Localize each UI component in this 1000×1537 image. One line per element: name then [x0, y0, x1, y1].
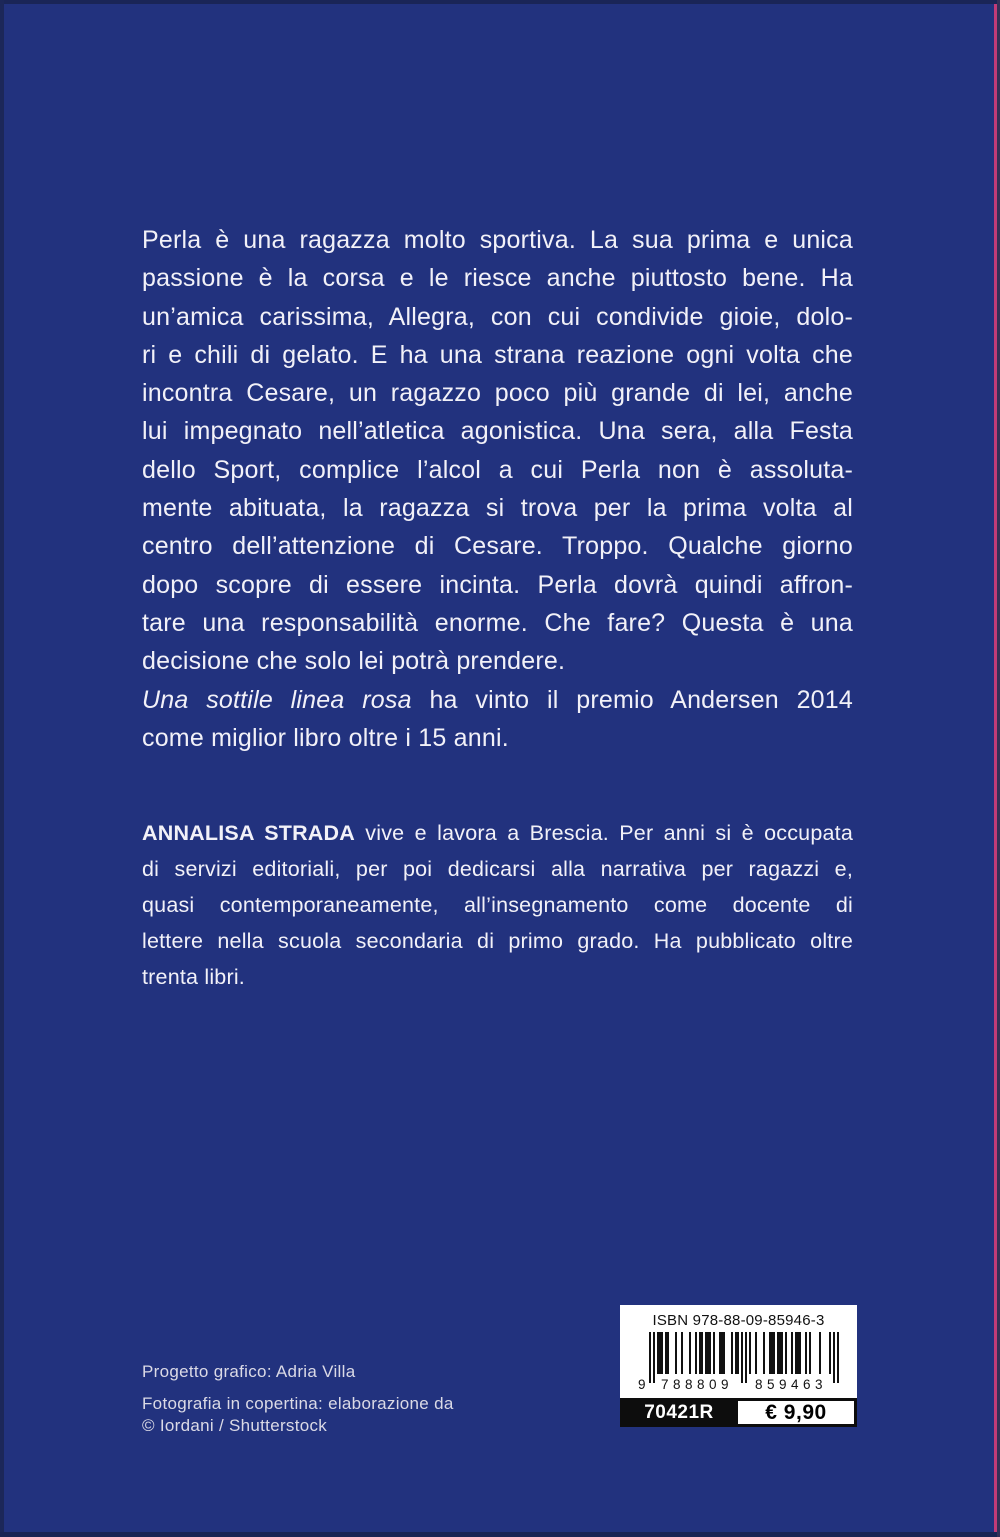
- ean-digits-right: 859463: [754, 1377, 827, 1391]
- synopsis-line: dello Sport, complice l’alcol a cui Perla non è assoluta-: [142, 455, 853, 484]
- ean-digits-left: 788809: [660, 1377, 733, 1391]
- synopsis-line: Perla è una ragazza molto sportiva. La sua prima e unica: [142, 226, 853, 254]
- ean-barcode-wrap: [620, 1332, 857, 1391]
- synopsis-line: lui impegnato nell’atletica agonistica. Una sera, alla Festa: [142, 417, 853, 446]
- bio-line: di servizi editoriali, per poi dedicarsi alla narrativa per ragazzi e,: [142, 857, 853, 881]
- synopsis-line: decisione che solo lei potrà prendere.: [142, 647, 566, 676]
- photo-credit-line2: © Iordani / Shutterstock: [142, 1416, 328, 1435]
- synopsis-line: Una sottile linea rosa ha vinto il premio Andersen 2014: [142, 685, 853, 714]
- synopsis-line: passione è la corsa e le riesce anche piuttosto bene. Ha: [142, 264, 853, 293]
- synopsis-line: dopo scopre di essere incinta. Perla dovrà quindi affron-: [142, 570, 853, 599]
- synopsis-line: centro dell’attenzione di Cesare. Troppo. Qualche giorno: [142, 532, 853, 561]
- bio-line: trenta libri.: [142, 965, 245, 989]
- synopsis-line: incontra Cesare, un ragazzo poco più grande di lei, anche: [142, 379, 853, 408]
- isbn-label: ISBN 978-88-09-85946-3: [652, 1312, 825, 1329]
- synopsis-line: tare una responsabilità enorme. Che fare? Questa è una: [142, 608, 853, 637]
- barcode-footer: [620, 1398, 857, 1427]
- photo-credit-line1: Fotografia in copertina: elaborazione da: [142, 1394, 454, 1413]
- ean-digit-lead: 9: [637, 1377, 646, 1391]
- bottom-edge: [0, 1532, 1000, 1537]
- synopsis-line: come miglior libro oltre i 15 anni.: [142, 723, 509, 752]
- photo-credit: [142, 1393, 612, 1437]
- left-edge: [0, 0, 4, 1537]
- top-edge: [0, 0, 1000, 4]
- synopsis-line: ri e chili di gelato. E ha una strana reazione ogni volta che: [142, 340, 853, 369]
- price-tag: € 9,90: [738, 1401, 854, 1424]
- pink-spine-line: [994, 4, 997, 1532]
- design-credit: Progetto grafico: Adria Villa: [142, 1362, 356, 1381]
- ean-barcode: [637, 1332, 841, 1391]
- synopsis-line: mente abituata, la ragazza si trova per la prima volta al: [142, 494, 853, 523]
- bio-line: quasi contemporaneamente, all’insegnamento come docente di: [142, 893, 853, 917]
- edition-code: 70421R: [644, 1401, 714, 1423]
- synopsis-line: un’amica carissima, Allegra, con cui condivide gioie, dolo-: [142, 302, 853, 331]
- synopsis-text: [142, 221, 853, 757]
- bio-line: ANNALISA STRADA vive e lavora a Brescia. Per anni si è occupata: [142, 821, 853, 845]
- bio-line: lettere nella scuola secondaria di primo grado. Ha pubblicato oltre: [142, 929, 853, 953]
- author-bio-text: [142, 815, 853, 995]
- barcode-box: [620, 1305, 857, 1427]
- credits-block: [142, 1361, 612, 1447]
